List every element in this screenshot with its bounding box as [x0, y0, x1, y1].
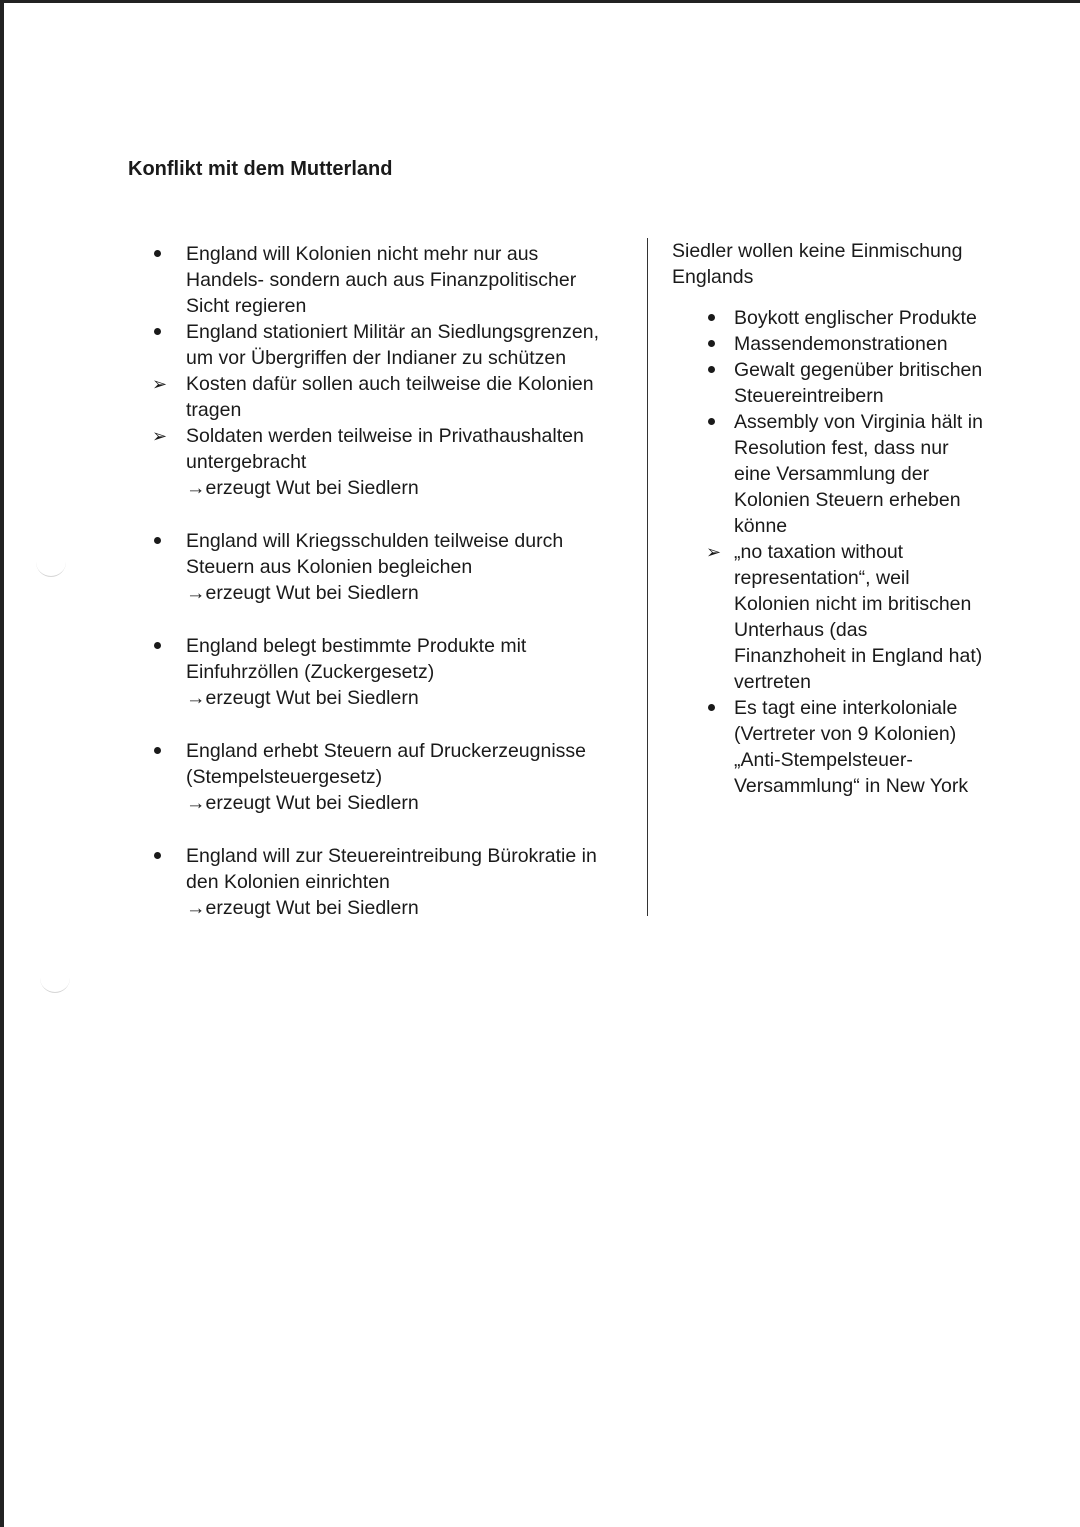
- list-item: ➢ „no taxation without representation“, weil Kolonien nicht im britischen Unterhaus (das Finanzhoheit in England hat) vertreten: [706, 541, 983, 693]
- arrow-bullet-icon: ➢: [152, 426, 168, 446]
- consequence-text: →erzeugt Wut bei Siedlern: [186, 792, 419, 814]
- list-item: England will zur Steuereintreibung Bürokratie in den Kolonien einrichten →erzeugt Wut bei Siedlern: [150, 843, 630, 921]
- right-list: [704, 305, 1012, 799]
- punch-hole-upper: [36, 562, 66, 577]
- left-column: [150, 241, 630, 921]
- bullet-icon: [150, 738, 174, 764]
- arrow-bullet-icon: ➢: [152, 374, 168, 394]
- column-divider: [647, 238, 648, 916]
- list-item: Es tagt eine interkoloniale (Vertreter von 9 Kolonien) „Anti-Stempelsteuer- Versammlung“ in New York: [704, 695, 1012, 799]
- list-item: England will Kolonien nicht mehr nur aus Handels- sondern auch aus Finanzpolitischer Sicht regieren: [150, 241, 630, 319]
- bullet-icon: [150, 528, 174, 554]
- list-item: England erhebt Steuern auf Druckerzeugnisse (Stempelsteuergesetz) →erzeugt Wut bei Siedlern: [150, 738, 630, 816]
- list-item: Massendemonstrationen: [704, 331, 1012, 357]
- bullet-icon: [704, 331, 728, 357]
- consequence-text: →erzeugt Wut bei Siedlern: [186, 477, 419, 499]
- list-item: Boykott englischer Produkte: [704, 305, 1012, 331]
- list-item: Gewalt gegenüber britischen Steuereintreibern: [704, 357, 1012, 409]
- list-item: England belegt bestimmte Produkte mit Einfuhrzöllen (Zuckergesetz) →erzeugt Wut bei Siedlern: [150, 633, 630, 711]
- bullet-icon: [150, 633, 174, 659]
- right-column: [672, 238, 1012, 799]
- list-item: Assembly von Virginia hält in Resolution fest, dass nur eine Versammlung der Kolonien Steuern erheben könne: [704, 409, 1012, 539]
- consequence-text: →erzeugt Wut bei Siedlern: [186, 582, 419, 604]
- punch-hole-lower: [40, 978, 70, 993]
- bullet-icon: [704, 409, 728, 435]
- consequence-text: →erzeugt Wut bei Siedlern: [186, 897, 419, 919]
- bullet-icon: [704, 305, 728, 331]
- list-item: ➢ Kosten dafür sollen auch teilweise die Kolonien tragen: [152, 373, 594, 421]
- bullet-icon: [150, 843, 174, 869]
- scan-edge-left: [0, 0, 4, 1527]
- bullet-icon: [704, 357, 728, 383]
- list-item: England stationiert Militär an Siedlungsgrenzen, um vor Übergriffen der Indianer zu schützen: [150, 319, 630, 371]
- arrow-bullet-icon: ➢: [706, 542, 722, 562]
- bullet-icon: [704, 695, 728, 721]
- bullet-icon: [150, 319, 174, 345]
- scan-edge-top: [0, 0, 1080, 3]
- right-column-heading: Siedler wollen keine Einmischung Englands: [672, 240, 963, 288]
- list-item: ➢ Soldaten werden teilweise in Privathaushalten untergebracht →erzeugt Wut bei Siedlern: [150, 423, 630, 501]
- page-title: Konflikt mit dem Mutterland: [128, 158, 393, 180]
- consequence-text: →erzeugt Wut bei Siedlern: [186, 687, 419, 709]
- list-item: England will Kriegsschulden teilweise durch Steuern aus Kolonien begleichen →erzeugt Wut bei Siedlern: [150, 528, 630, 606]
- bullet-icon: [150, 241, 174, 267]
